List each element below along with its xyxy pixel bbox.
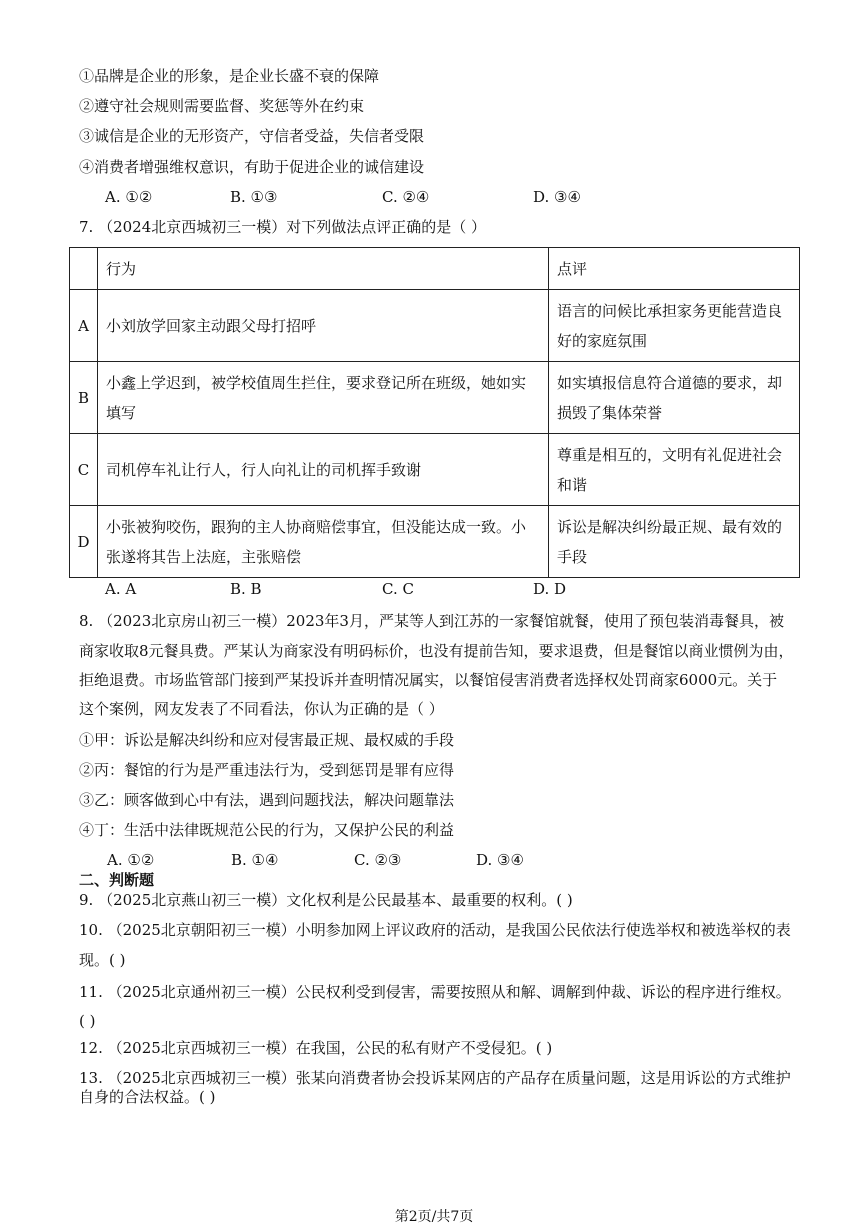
row-comment-line: 语言的问候比承担家务更能营造良 — [557, 301, 783, 320]
q8-statement-2: ②丙：餐馆的行为是严重违法行为，受到惩罚是罪有应得 — [79, 761, 455, 779]
q8-statement-3: ③乙：顾客做到心中有法，遇到问题找法，解决问题靠法 — [79, 791, 455, 809]
q13-line-cont: 自身的合法权益。( ) — [79, 1088, 216, 1106]
row-comment-line: 尊重是相互的，文明有礼促进社会 — [557, 445, 783, 464]
q7-stem: 7. （2024北京西城初三一模）对下列做法点评正确的是（ ） — [79, 218, 487, 236]
q8-stem-line: 8. （2023北京房山初三一模）2023年3月，严某等人到江苏的一家餐馆就餐，使用了预包装消毒餐具，被 — [79, 612, 784, 630]
row-action-line: 填写 — [106, 403, 137, 422]
q7-option-a[interactable]: A. A — [105, 580, 137, 598]
row-label: C — [70, 434, 98, 506]
section-heading: 二、判断题 — [79, 871, 155, 889]
q8-statement-4: ④丁：生活中法律既规范公民的行为，又保护公民的利益 — [79, 821, 455, 839]
table-row — [70, 362, 800, 434]
row-action — [98, 506, 549, 578]
row-action — [98, 434, 549, 506]
row-comment-line: 如实填报信息符合道德的要求，却 — [557, 373, 783, 392]
q6-option-b[interactable]: B. ①③ — [230, 188, 278, 206]
q6-options — [105, 187, 705, 207]
row-action-line: 张遂将其告上法庭，主张赔偿 — [106, 547, 302, 566]
row-comment — [549, 290, 800, 362]
q8-option-a[interactable]: A. ①② — [107, 851, 155, 869]
row-action-line: 小鑫上学迟到，被学校值周生拦住，要求登记所在班级，她如实 — [106, 373, 527, 392]
q13-line: 13. （2025北京西城初三一模）张某向消费者协会投诉某网店的产品存在质量问题，这是用诉讼的方式维护 — [79, 1069, 791, 1087]
row-comment-line: 和谐 — [557, 475, 588, 494]
row-comment-line: 好的家庭氛围 — [557, 331, 648, 350]
row-label: D — [70, 506, 98, 578]
row-label: A — [70, 290, 98, 362]
q10-line: 10. （2025北京朝阳初三一模）小明参加网上评议政府的活动，是我国公民依法行使选举权和被选举权的表 — [79, 921, 791, 939]
table-header-blank — [70, 248, 98, 290]
q11-line-cont: ( ) — [79, 1012, 96, 1030]
row-action-line: 小张被狗咬伤，跟狗的主人协商赔偿事宜，但没能达成一致。小 — [106, 517, 527, 536]
page-footer: 第2页/共7页 — [394, 1209, 474, 1225]
q8-stem-line: 商家收取8元餐具费。严某认为商家没有明码标价，也没有提前告知，要求退费，但是餐馆以商业惯例为由， — [79, 642, 794, 660]
q8-option-b[interactable]: B. ①④ — [231, 851, 279, 869]
row-comment-line: 手段 — [557, 547, 588, 566]
q12-line: 12. （2025北京西城初三一模）在我国，公民的私有财产不受侵犯。( ) — [79, 1039, 553, 1057]
row-comment — [549, 362, 800, 434]
table-header-row — [70, 248, 800, 290]
q7-table — [69, 247, 800, 578]
q7-option-b[interactable]: B. B — [230, 580, 262, 598]
q7-option-c[interactable]: C. C — [382, 580, 414, 598]
table-header-comment: 点评 — [549, 248, 800, 290]
q8-option-d[interactable]: D. ③④ — [476, 851, 524, 869]
q6-statement-4: ④消费者增强维权意识，有助于促进企业的诚信建设 — [79, 158, 425, 176]
q7-option-d[interactable]: D. D — [533, 580, 567, 598]
row-comment-line: 损毁了集体荣誉 — [557, 403, 663, 422]
q6-option-c[interactable]: C. ②④ — [382, 188, 430, 206]
row-comment — [549, 506, 800, 578]
table-row — [70, 290, 800, 362]
table-row — [70, 506, 800, 578]
q6-statement-2: ②遵守社会规则需要监督、奖惩等外在约束 — [79, 97, 365, 115]
q8-options — [107, 850, 707, 870]
row-action-line: 司机停车礼让行人，行人向礼让的司机挥手致谢 — [106, 460, 422, 479]
q8-stem-line: 拒绝退费。市场监管部门接到严某投诉并查明情况属实，以餐馆侵害消费者选择权处罚商家6000元。关于 — [79, 671, 778, 689]
q11-line: 11. （2025北京通州初三一模）公民权利受到侵害，需要按照从和解、调解到仲裁、诉讼的程序进行维权。 — [79, 983, 791, 1001]
q6-option-a[interactable]: A. ①② — [105, 188, 153, 206]
row-action — [98, 362, 549, 434]
q7-options — [105, 579, 705, 599]
q10-line-cont: 现。( ) — [79, 951, 126, 969]
row-comment-line: 诉讼是解决纠纷最正规、最有效的 — [557, 517, 783, 536]
table-header-action: 行为 — [98, 248, 549, 290]
q6-statement-3: ③诚信是企业的无形资产，守信者受益，失信者受限 — [79, 127, 425, 145]
q8-option-c[interactable]: C. ②③ — [354, 851, 402, 869]
row-label: B — [70, 362, 98, 434]
row-action-line: 小刘放学回家主动跟父母打招呼 — [106, 316, 317, 335]
q8-statement-1: ①甲：诉讼是解决纠纷和应对侵害最正规、最权威的手段 — [79, 731, 455, 749]
table-row — [70, 434, 800, 506]
q8-stem-line: 这个案例，网友发表了不同看法，你认为正确的是（ ） — [79, 700, 444, 718]
q9-line: 9. （2025北京燕山初三一模）文化权利是公民最基本、最重要的权利。( ) — [79, 891, 573, 909]
q6-statement-1: ①品牌是企业的形象，是企业长盛不衰的保障 — [79, 67, 380, 85]
row-comment — [549, 434, 800, 506]
q6-option-d[interactable]: D. ③④ — [533, 188, 581, 206]
row-action — [98, 290, 549, 362]
